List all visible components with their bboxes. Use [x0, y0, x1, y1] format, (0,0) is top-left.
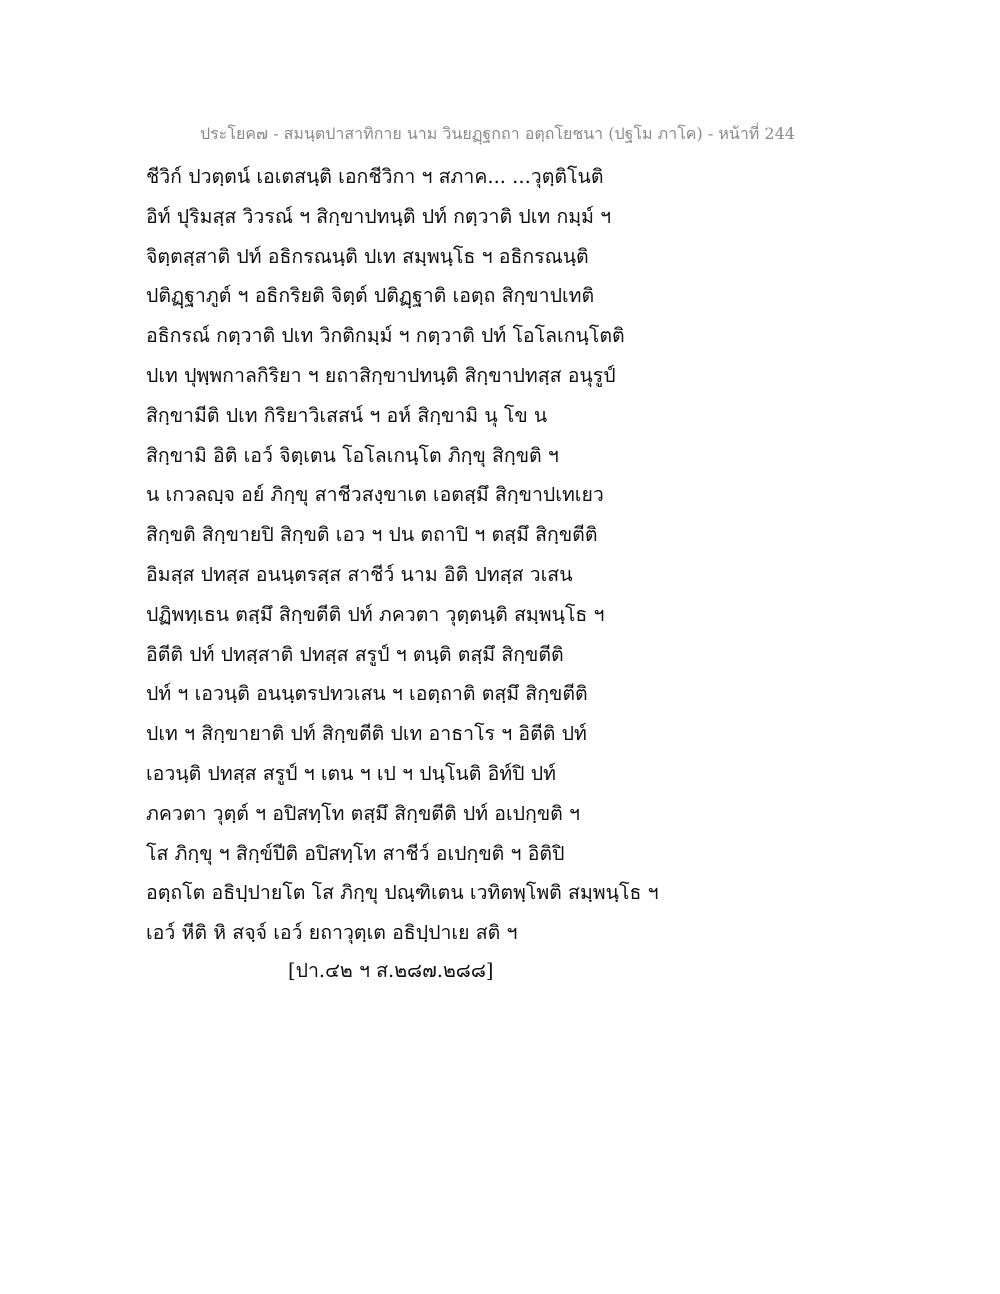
text-line: โส ภิกฺขุ ฯ สิกฺข์ปีติ อปิสทฺโท สาชีว์ อเปกฺขติ ฯ อิติปิ	[146, 841, 565, 865]
running-header: ประโยค๗ - สมนฺตปาสาทิกาย นาม วินยฏฺฐกถา อตฺถโยชนา (ปฐโม ภาโค) - หน้าที่ 244	[200, 124, 795, 143]
text-line: อตฺถโต อธิปฺปายโต โส ภิกฺขุ ปณฺฑิเตน เวทิตพฺโพติ สมฺพนฺโธ ฯ	[146, 881, 659, 905]
text-line: สิกฺขามิ อิติ เอว์ จิตฺเตน โอโลเกนฺโต ภิกฺขุ สิกฺขติ ฯ	[146, 443, 559, 467]
body-text	[146, 157, 906, 953]
text-line: อธิกรณ์ กตฺวาติ ปเท วิกติกมฺม์ ฯ กตฺวาติ ปท์ โอโลเกนฺโตติ	[146, 324, 625, 348]
text-line: เอวนฺติ ปทสฺส สรูป์ ฯ เตน ฯ เป ฯ ปนฺโนติ อิท์ปิ ปท์	[146, 761, 556, 785]
text-line: เอว์ หีติ หิ สจฺจ์ เอว์ ยถาวุตฺเต อธิปฺปาเย สติ ฯ	[146, 921, 518, 945]
text-line: สิกฺขามีติ ปเท กิริยาวิเสสน์ ฯ อห์ สิกฺขามิ นุ โข น	[146, 403, 548, 427]
text-line: จิตฺตสฺสาติ ปท์ อธิกรณนฺติ ปเท สมฺพนฺโธ ฯ อธิกรณนฺติ	[146, 244, 589, 268]
text-line: ชีวิก์ ปวตฺตน์ เอเตสนฺติ เอกชีวิกา ฯ สภาค... ...วุตฺติโนติ	[146, 165, 604, 188]
text-line: อิท์ ปุริมสฺส วิวรณ์ ฯ สิกฺขาปทนฺติ ปท์ กตฺวาติ ปเท กมฺม์ ฯ	[146, 204, 612, 228]
text-line: น เกวลญฺจ อย์ ภิกฺขุ สาชีวสงฺขาเต เอตสฺมึ สิกฺขาปเทเยว	[146, 483, 604, 507]
text-line: ปติฏฺฐาภูต์ ฯ อธิกริยติ จิตฺต์ ปติฏฺฐาติ เอตฺถ สิกฺขาปเทติ	[146, 284, 595, 308]
text-line: ภควตา วุตฺต์ ฯ อปิสทฺโท ตสฺมึ สิกฺขตีติ ปท์ อเปกฺขติ ฯ	[146, 801, 580, 825]
source-reference: [ปา.๔๒ ฯ ส.๒๘๗.๒๘๘]	[288, 959, 494, 982]
text-line: อิมสฺส ปทสฺส อนนฺตรสฺส สาชีว์ นาม อิติ ปทสฺส วเสน	[146, 562, 573, 586]
text-line: สิกฺขติ สิกฺขายปิ สิกฺขติ เอว ฯ ปน ตถาปิ ฯ ตสฺมึ สิกฺขตีติ	[146, 523, 598, 547]
text-line: ปเท ฯ สิกฺขายาติ ปท์ สิกฺขตีติ ปเท อาธาโร ฯ อิตีติ ปท์	[146, 722, 587, 746]
text-line: อิตีติ ปท์ ปทสฺสาติ ปทสฺส สรูป์ ฯ ตนฺติ ตสฺมึ สิกฺขตีติ	[146, 642, 564, 666]
text-line: ปท์ ฯ เอวนฺติ อนนฺตรปทวเสน ฯ เอตฺถาติ ตสฺมึ สิกฺขตีติ	[146, 682, 588, 706]
text-line: ปเท ปุพฺพกาลกิริยา ฯ ยถาสิกฺขาปทนฺติ สิกฺขาปทสฺส อนุรูป์	[146, 363, 616, 387]
text-line: ปฏิพทฺเธน ตสฺมึ สิกฺขตีติ ปท์ ภควตา วุตฺตนฺติ สมฺพนฺโธ ฯ	[146, 602, 605, 626]
